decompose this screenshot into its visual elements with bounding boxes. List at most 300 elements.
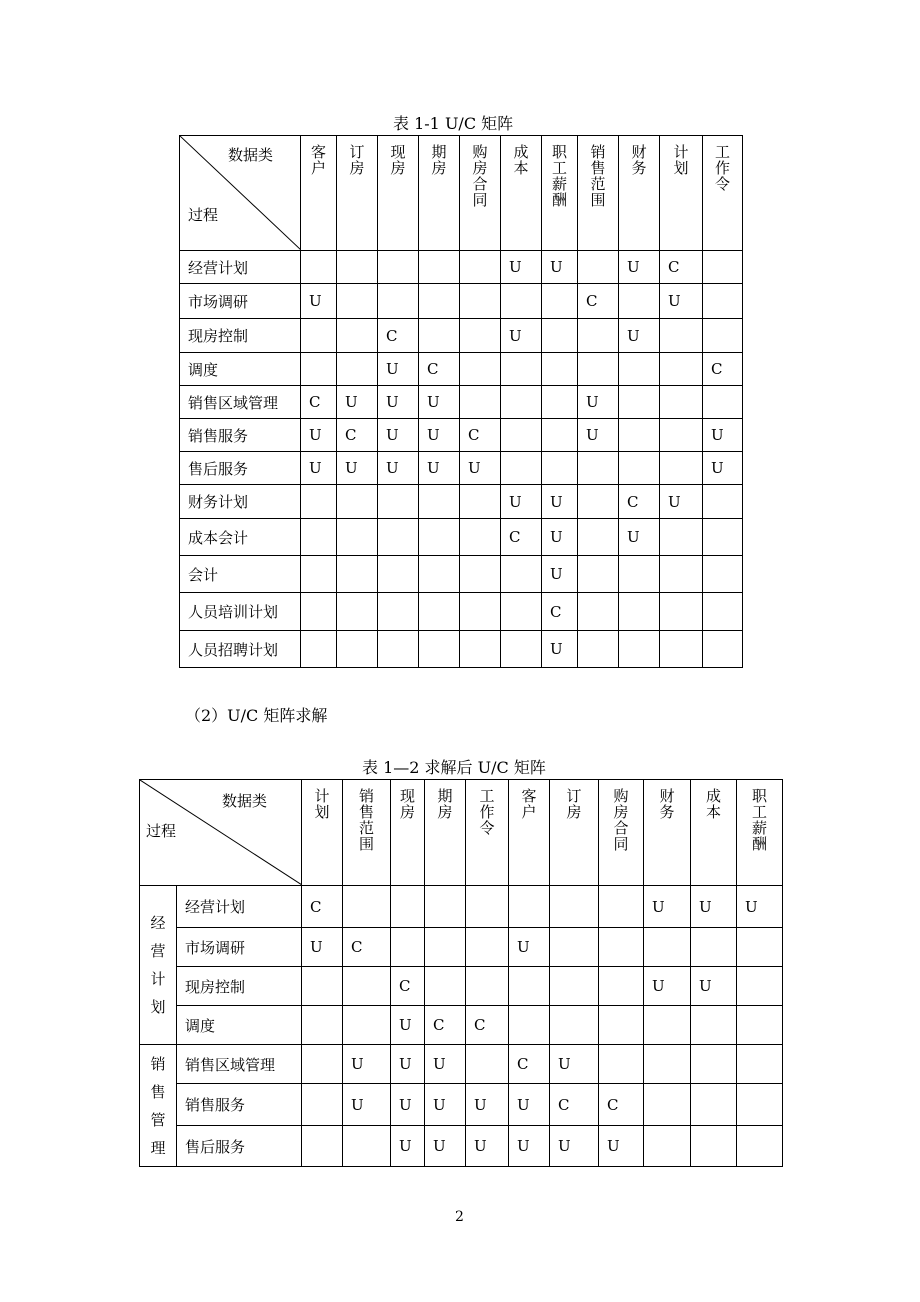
column-header-label: 职工薪酬	[550, 144, 568, 208]
column-header	[425, 780, 466, 886]
table-row	[140, 1126, 783, 1167]
matrix-cell	[691, 1126, 737, 1167]
matrix-cell: C	[550, 1084, 599, 1126]
row-label: 市场调研	[180, 284, 301, 319]
matrix-cell	[466, 967, 509, 1006]
corner-label-data-class: 数据类	[228, 146, 274, 164]
matrix-cell: U	[619, 319, 660, 353]
table-row	[180, 452, 743, 485]
row-label: 现房控制	[180, 319, 301, 353]
group-label	[140, 1045, 177, 1167]
row-label: 会计	[180, 556, 301, 593]
matrix-cell	[737, 1006, 783, 1045]
group-label-char: 销	[150, 1054, 166, 1073]
matrix-cell	[337, 284, 378, 319]
matrix-cell	[599, 1045, 644, 1084]
table-row	[180, 386, 743, 419]
table-row	[180, 319, 743, 353]
matrix-cell	[301, 485, 337, 519]
row-label: 销售服务	[177, 1084, 302, 1126]
table-row	[140, 1084, 783, 1126]
matrix-cell	[337, 593, 378, 631]
matrix-cell	[578, 251, 619, 284]
matrix-cell	[619, 593, 660, 631]
matrix-cell	[425, 928, 466, 967]
matrix-cell: C	[460, 419, 501, 452]
table1-caption: 表 1-1 U/C 矩阵	[393, 114, 514, 133]
matrix-cell: U	[703, 452, 743, 485]
matrix-cell: U	[391, 1045, 425, 1084]
matrix-cell	[378, 593, 419, 631]
matrix-cell	[550, 928, 599, 967]
matrix-cell	[691, 1045, 737, 1084]
matrix-cell: U	[425, 1084, 466, 1126]
column-header	[301, 136, 337, 251]
matrix-cell	[703, 319, 743, 353]
table-row	[140, 928, 783, 967]
matrix-cell	[509, 967, 550, 1006]
matrix-cell	[660, 631, 703, 668]
matrix-cell	[460, 319, 501, 353]
column-header-label: 购房合同	[611, 788, 630, 852]
matrix-cell	[302, 1006, 343, 1045]
matrix-cell	[337, 319, 378, 353]
column-header	[391, 780, 425, 886]
matrix-cell: U	[703, 419, 743, 452]
matrix-cell	[660, 419, 703, 452]
matrix-cell	[737, 967, 783, 1006]
matrix-cell	[578, 353, 619, 386]
matrix-cell: U	[378, 353, 419, 386]
table-row	[140, 967, 783, 1006]
row-label: 调度	[180, 353, 301, 386]
matrix-cell: U	[509, 1084, 550, 1126]
row-label: 人员培训计划	[180, 593, 301, 631]
matrix-cell	[501, 419, 542, 452]
column-header	[343, 780, 391, 886]
group-label-char: 经	[150, 914, 166, 932]
matrix-cell: C	[703, 353, 743, 386]
column-header	[302, 780, 343, 886]
matrix-cell	[501, 353, 542, 386]
matrix-cell: C	[301, 386, 337, 419]
column-header	[550, 780, 599, 886]
matrix-cell	[578, 631, 619, 668]
matrix-cell	[501, 452, 542, 485]
matrix-cell: U	[425, 1045, 466, 1084]
matrix-cell	[302, 1126, 343, 1167]
matrix-cell	[691, 1084, 737, 1126]
row-label: 经营计划	[177, 886, 302, 928]
column-header-label: 财务	[629, 144, 648, 176]
matrix-cell	[337, 631, 378, 668]
matrix-cell	[466, 886, 509, 928]
matrix-cell	[550, 967, 599, 1006]
matrix-cell	[419, 593, 460, 631]
column-header-label: 期房	[429, 144, 448, 176]
column-header-label: 计划	[671, 144, 690, 176]
matrix-cell: U	[460, 452, 501, 485]
matrix-cell	[301, 631, 337, 668]
matrix-cell: U	[509, 928, 550, 967]
column-header	[660, 136, 703, 251]
matrix-cell	[660, 593, 703, 631]
matrix-cell	[644, 1126, 691, 1167]
matrix-cell	[703, 631, 743, 668]
matrix-cell: U	[509, 1126, 550, 1167]
matrix-cell: U	[337, 386, 378, 419]
matrix-cell	[737, 928, 783, 967]
matrix-cell	[619, 386, 660, 419]
matrix-cell	[578, 519, 619, 556]
matrix-cell	[460, 556, 501, 593]
matrix-cell	[391, 886, 425, 928]
matrix-cell	[425, 886, 466, 928]
matrix-cell: C	[599, 1084, 644, 1126]
matrix-cell	[343, 886, 391, 928]
matrix-cell: C	[419, 353, 460, 386]
matrix-cell	[460, 631, 501, 668]
matrix-cell	[501, 386, 542, 419]
matrix-cell	[337, 353, 378, 386]
matrix-cell: C	[343, 928, 391, 967]
matrix-cell	[301, 319, 337, 353]
column-header-label: 成本	[511, 144, 530, 176]
column-header-label: 期房	[435, 788, 454, 820]
matrix-cell	[301, 556, 337, 593]
matrix-cell	[501, 593, 542, 631]
matrix-cell	[703, 386, 743, 419]
matrix-cell	[460, 353, 501, 386]
matrix-cell: U	[691, 967, 737, 1006]
table-row	[180, 631, 743, 668]
matrix-cell	[460, 386, 501, 419]
table-row	[140, 1045, 783, 1084]
matrix-cell	[466, 1045, 509, 1084]
row-label: 成本会计	[180, 519, 301, 556]
matrix-cell: U	[501, 251, 542, 284]
matrix-cell: U	[660, 284, 703, 319]
matrix-cell	[337, 556, 378, 593]
matrix-cell	[619, 353, 660, 386]
matrix-cell: U	[466, 1084, 509, 1126]
matrix-cell	[550, 1006, 599, 1045]
table-row	[180, 593, 743, 631]
matrix-cell: U	[542, 556, 578, 593]
column-header-label: 工作令	[713, 144, 731, 192]
matrix-cell	[542, 386, 578, 419]
matrix-cell	[660, 519, 703, 556]
column-header-label: 销售范围	[588, 144, 607, 208]
matrix-cell: C	[466, 1006, 509, 1045]
matrix-cell	[542, 284, 578, 319]
column-header	[419, 136, 460, 251]
group-label-char: 管	[150, 1110, 166, 1129]
matrix-cell	[301, 519, 337, 556]
matrix-cell: U	[542, 485, 578, 519]
column-header-label: 职工薪酬	[750, 788, 768, 852]
matrix-cell: U	[343, 1045, 391, 1084]
table-row	[180, 284, 743, 319]
matrix-cell	[660, 319, 703, 353]
matrix-cell	[578, 452, 619, 485]
matrix-cell: U	[425, 1126, 466, 1167]
matrix-cell: C	[509, 1045, 550, 1084]
matrix-cell: U	[301, 452, 337, 485]
matrix-cell	[302, 1084, 343, 1126]
column-header	[644, 780, 691, 886]
matrix-cell: U	[691, 886, 737, 928]
matrix-cell: C	[578, 284, 619, 319]
matrix-cell	[703, 519, 743, 556]
matrix-cell: U	[578, 419, 619, 452]
matrix-cell	[419, 556, 460, 593]
matrix-cell	[660, 386, 703, 419]
matrix-cell	[378, 519, 419, 556]
column-header	[542, 136, 578, 251]
matrix-cell	[466, 928, 509, 967]
matrix-cell	[644, 928, 691, 967]
matrix-cell	[703, 251, 743, 284]
column-header-label: 购房合同	[470, 144, 489, 208]
matrix-cell	[460, 485, 501, 519]
matrix-cell	[660, 556, 703, 593]
matrix-cell	[619, 556, 660, 593]
table-row	[180, 485, 743, 519]
header-corner	[140, 780, 302, 886]
matrix-cell	[691, 928, 737, 967]
page-number: 2	[455, 1209, 464, 1225]
matrix-cell	[599, 886, 644, 928]
matrix-cell: U	[644, 886, 691, 928]
matrix-cell: U	[391, 1126, 425, 1167]
row-label: 调度	[177, 1006, 302, 1045]
matrix-cell	[337, 519, 378, 556]
matrix-cell	[343, 967, 391, 1006]
column-header-label: 客户	[519, 788, 538, 820]
matrix-cell	[703, 485, 743, 519]
matrix-cell	[378, 284, 419, 319]
corner-label-process: 过程	[146, 822, 177, 840]
table-row	[180, 519, 743, 556]
group-label-char: 理	[150, 1138, 166, 1157]
matrix-cell: U	[419, 386, 460, 419]
column-header	[619, 136, 660, 251]
column-header-label: 计划	[312, 788, 331, 820]
header-row	[140, 780, 783, 886]
matrix-cell: U	[419, 452, 460, 485]
matrix-cell: U	[542, 631, 578, 668]
group-label-char: 计	[150, 970, 166, 988]
row-label: 售后服务	[177, 1126, 302, 1167]
matrix-cell	[619, 631, 660, 668]
solved-uc-matrix-table	[139, 779, 783, 1167]
matrix-cell	[391, 928, 425, 967]
table-row	[180, 556, 743, 593]
matrix-cell: U	[619, 519, 660, 556]
table-row	[140, 1006, 783, 1045]
matrix-cell	[737, 1045, 783, 1084]
matrix-cell	[302, 1045, 343, 1084]
matrix-cell	[660, 353, 703, 386]
matrix-cell	[378, 485, 419, 519]
matrix-cell	[691, 1006, 737, 1045]
matrix-cell	[460, 284, 501, 319]
matrix-cell: C	[378, 319, 419, 353]
matrix-cell	[501, 631, 542, 668]
table2-caption: 表 1—2 求解后 U/C 矩阵	[362, 758, 546, 777]
matrix-cell: U	[660, 485, 703, 519]
corner-label-process: 过程	[188, 206, 219, 224]
matrix-cell: U	[542, 251, 578, 284]
matrix-cell	[419, 519, 460, 556]
column-header	[337, 136, 378, 251]
matrix-cell: U	[542, 519, 578, 556]
group-label-char: 营	[150, 942, 166, 960]
matrix-cell	[337, 485, 378, 519]
row-label: 现房控制	[177, 967, 302, 1006]
matrix-cell: U	[391, 1084, 425, 1126]
row-label: 销售区域管理	[177, 1045, 302, 1084]
matrix-cell	[302, 967, 343, 1006]
matrix-cell: C	[425, 1006, 466, 1045]
matrix-cell	[378, 251, 419, 284]
matrix-cell	[737, 1126, 783, 1167]
matrix-cell	[578, 485, 619, 519]
column-header	[501, 136, 542, 251]
matrix-cell	[660, 452, 703, 485]
matrix-cell	[301, 353, 337, 386]
matrix-cell	[542, 452, 578, 485]
matrix-cell	[501, 556, 542, 593]
matrix-cell	[644, 1084, 691, 1126]
matrix-cell	[337, 251, 378, 284]
column-header	[460, 136, 501, 251]
matrix-cell: U	[343, 1084, 391, 1126]
matrix-cell	[501, 284, 542, 319]
matrix-cell	[509, 1006, 550, 1045]
matrix-cell	[460, 251, 501, 284]
matrix-cell: U	[501, 319, 542, 353]
matrix-cell	[599, 967, 644, 1006]
matrix-cell: C	[337, 419, 378, 452]
matrix-cell	[419, 631, 460, 668]
matrix-cell	[599, 928, 644, 967]
matrix-cell: C	[391, 967, 425, 1006]
matrix-cell: U	[644, 967, 691, 1006]
matrix-cell	[343, 1126, 391, 1167]
matrix-cell	[419, 251, 460, 284]
matrix-cell	[644, 1045, 691, 1084]
matrix-cell	[703, 556, 743, 593]
matrix-cell	[737, 1084, 783, 1126]
row-label: 销售服务	[180, 419, 301, 452]
matrix-cell: U	[737, 886, 783, 928]
matrix-cell: U	[302, 928, 343, 967]
matrix-cell: C	[501, 519, 542, 556]
matrix-cell	[619, 419, 660, 452]
matrix-cell	[599, 1006, 644, 1045]
group-label-char: 售	[150, 1082, 166, 1101]
column-header-label: 工作令	[477, 788, 496, 836]
matrix-cell: C	[302, 886, 343, 928]
column-header	[703, 136, 743, 251]
column-header-label: 成本	[704, 788, 722, 820]
matrix-cell: U	[550, 1126, 599, 1167]
matrix-cell	[378, 556, 419, 593]
section-subheading: （2）U/C 矩阵求解	[185, 706, 328, 725]
column-header-label: 现房	[388, 144, 407, 176]
matrix-cell: C	[619, 485, 660, 519]
column-header-label: 客户	[309, 144, 327, 176]
uc-matrix-table	[179, 135, 743, 668]
table-row	[180, 419, 743, 452]
matrix-cell	[542, 319, 578, 353]
matrix-cell	[460, 519, 501, 556]
row-label: 财务计划	[180, 485, 301, 519]
matrix-cell	[703, 593, 743, 631]
header-row	[180, 136, 743, 251]
row-label: 售后服务	[180, 452, 301, 485]
matrix-cell	[619, 452, 660, 485]
group-label-char: 划	[150, 998, 166, 1016]
matrix-cell	[343, 1006, 391, 1045]
corner-label-data-class: 数据类	[222, 792, 268, 810]
matrix-cell: U	[619, 251, 660, 284]
column-header	[509, 780, 550, 886]
matrix-cell	[460, 593, 501, 631]
matrix-cell: U	[378, 419, 419, 452]
matrix-cell	[378, 631, 419, 668]
matrix-cell	[550, 886, 599, 928]
matrix-cell: U	[301, 419, 337, 452]
column-header	[599, 780, 644, 886]
row-label: 经营计划	[180, 251, 301, 284]
matrix-cell: U	[501, 485, 542, 519]
matrix-cell	[509, 886, 550, 928]
matrix-cell	[703, 284, 743, 319]
column-header-label: 销售范围	[357, 788, 375, 852]
matrix-cell: U	[391, 1006, 425, 1045]
column-header	[737, 780, 783, 886]
matrix-cell: U	[550, 1045, 599, 1084]
matrix-cell: U	[378, 452, 419, 485]
row-label: 人员招聘计划	[180, 631, 301, 668]
matrix-cell	[542, 353, 578, 386]
matrix-cell	[301, 251, 337, 284]
table-row	[180, 353, 743, 386]
column-header	[691, 780, 737, 886]
matrix-cell	[301, 593, 337, 631]
matrix-cell: C	[542, 593, 578, 631]
matrix-cell	[578, 593, 619, 631]
matrix-cell	[419, 319, 460, 353]
column-header	[378, 136, 419, 251]
column-header	[578, 136, 619, 251]
matrix-cell	[419, 485, 460, 519]
column-header-label: 现房	[398, 788, 416, 820]
matrix-cell	[578, 556, 619, 593]
matrix-cell: U	[466, 1126, 509, 1167]
column-header-label: 订房	[564, 788, 583, 820]
matrix-cell	[619, 284, 660, 319]
group-label	[140, 886, 177, 1045]
row-label: 市场调研	[177, 928, 302, 967]
matrix-cell	[419, 284, 460, 319]
column-header-label: 财务	[657, 788, 676, 820]
header-corner	[180, 136, 301, 251]
table-row	[180, 251, 743, 284]
